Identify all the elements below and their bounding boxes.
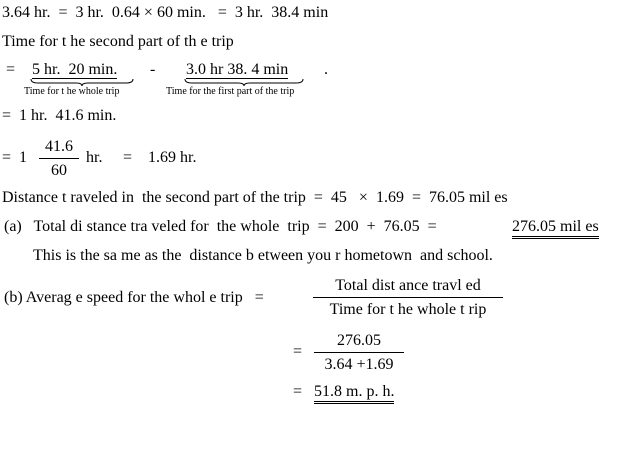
step2-equals: = bbox=[293, 343, 303, 360]
line-result-minutes: = 1 hr. 41.6 min. bbox=[2, 107, 117, 124]
first-part-time: 3.0 hr 38. 4 min bbox=[186, 61, 289, 78]
mixed-result: = 1.69 hr. bbox=[123, 149, 197, 166]
final-answer: 51.8 m. p. h. bbox=[314, 384, 394, 404]
heading-second-part: Time for t he second part of th e trip bbox=[2, 33, 234, 50]
part-b-label: (b) Averag e speed for the whol e trip = bbox=[4, 289, 264, 306]
mixed-denominator: 60 bbox=[51, 162, 67, 179]
line-conversion: 3.64 hr. = 3 hr. 0.64 × 60 min. = 3 hr. 38.4 min bbox=[2, 4, 329, 21]
mixed-prefix: = 1 bbox=[2, 149, 28, 166]
first-part-caption: Time for the first part of the trip bbox=[166, 86, 295, 97]
part-a-text: (a) Total di stance tra veled for the whole trip = 200 + 76.05 = bbox=[4, 218, 445, 235]
minus-sign: - bbox=[150, 61, 156, 78]
mixed-fraction bbox=[39, 139, 79, 179]
whole-trip-time: 5 hr. 20 min. bbox=[32, 61, 118, 78]
speed-numerator: Total dist ance travl ed bbox=[335, 277, 481, 294]
distance-second-part: Distance t raveled in the second part of the trip = 45 × 1.69 = 76.05 mil es bbox=[2, 189, 508, 206]
fraction-bar bbox=[39, 158, 79, 159]
final-equals: = bbox=[293, 383, 303, 400]
step2-fraction bbox=[314, 333, 404, 373]
mixed-unit: hr. bbox=[86, 149, 103, 166]
part-a-note: This is the sa me as the distance b etween you r hometown and school. bbox=[33, 247, 493, 264]
fraction-bar bbox=[314, 352, 404, 353]
step2-denominator: 3.64 +1.69 bbox=[324, 356, 394, 373]
equals-sign: = bbox=[6, 61, 16, 78]
mixed-numerator: 41.6 bbox=[45, 138, 73, 155]
speed-denominator: Time for t he whole t rip bbox=[329, 301, 487, 318]
period: . bbox=[324, 61, 328, 78]
speed-fraction bbox=[313, 278, 503, 318]
step2-numerator: 276.05 bbox=[337, 332, 381, 349]
fraction-bar bbox=[313, 297, 503, 298]
whole-trip-caption: Time for t he whole trip bbox=[24, 86, 120, 97]
part-a-answer: 276.05 mil es bbox=[512, 219, 599, 239]
